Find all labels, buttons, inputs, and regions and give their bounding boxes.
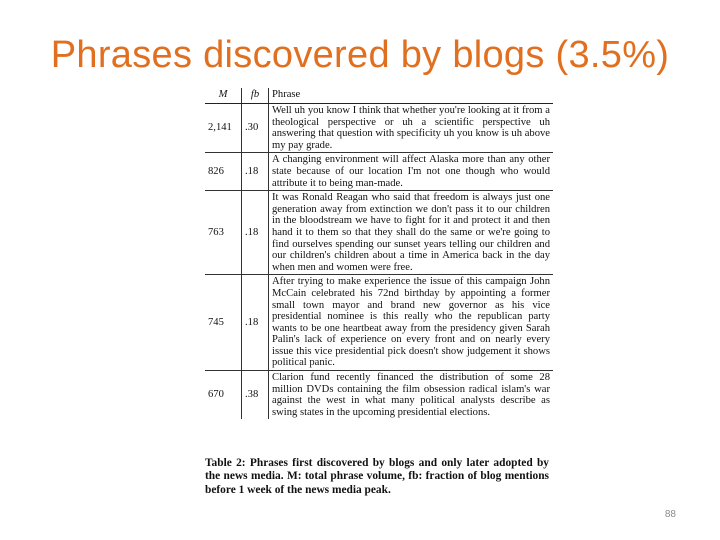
table-row <box>205 371 553 420</box>
slide-title: Phrases discovered by blogs (3.5%) <box>50 34 670 76</box>
cell-volume: 670 <box>205 371 242 420</box>
cell-volume: 2,141 <box>205 104 242 153</box>
cell-phrase: After trying to make experience the issue of this campaign John McCain celebrated his 72nd birthday by appointing a former small town mayor and brand new governor as his vice presidential nominee is this really who the republican party wants to be one heartbeat away from the presidency given Sarah Palin's lack of experience on every front and on nearly every issue this vice presidential pick doesn't show judgement it shows political panic. <box>269 275 554 371</box>
cell-phrase: It was Ronald Reagan who said that freedom is always just one generation away from extinction we don't pass it to our children in the bloodstream we have to fight for it and protect it and then hand it to them so that they shall do the same or we're going to find ourselves spending our sunset years telling our children and our children's children about a time in America back in the day when men and women were free. <box>269 191 554 275</box>
cell-phrase: A changing environment will affect Alaska more than any other state because of our location I'm not one though who would attribute it to being man-made. <box>269 153 554 191</box>
table-header-row <box>205 88 553 104</box>
cell-blog-fraction: .18 <box>242 153 269 191</box>
header-blog-fraction: fb <box>242 88 269 104</box>
table-row <box>205 275 553 371</box>
page-number: 88 <box>664 509 676 520</box>
table-row <box>205 104 553 153</box>
cell-volume: 745 <box>205 275 242 371</box>
cell-blog-fraction: .18 <box>242 191 269 275</box>
table-row <box>205 153 553 191</box>
phrases-table <box>205 88 553 419</box>
cell-volume: 763 <box>205 191 242 275</box>
cell-blog-fraction: .38 <box>242 371 269 420</box>
cell-blog-fraction: .18 <box>242 275 269 371</box>
header-volume: M <box>205 88 242 104</box>
phrases-table-container <box>205 88 553 419</box>
cell-phrase: Well uh you know I think that whether you're looking at it from a theological perspective or uh a scientific perspective uh answering that question with specificity uh you know is uh above my pay grade. <box>269 104 554 153</box>
table-row <box>205 191 553 275</box>
cell-blog-fraction: .30 <box>242 104 269 153</box>
header-phrase: Phrase <box>269 88 554 104</box>
cell-volume: 826 <box>205 153 242 191</box>
table-caption: Table 2: Phrases first discovered by blogs and only later adopted by the news media. M: total phrase volume, fb: fraction of blog mentions before 1 week of the news media peak. <box>205 457 549 496</box>
cell-phrase: Clarion fund recently financed the distribution of some 28 million DVDs containing the film obsession radical islam's war against the west in what many political analysts describe as swing states in the upcoming presidential elections. <box>272 372 550 418</box>
